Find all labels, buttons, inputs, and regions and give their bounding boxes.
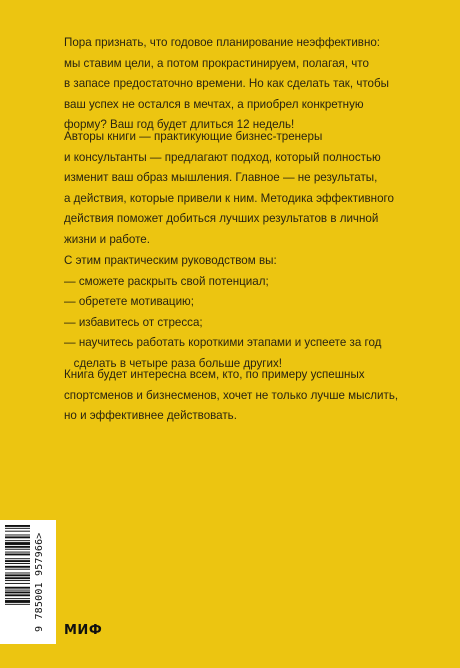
list-item: — обретете мотивацию; xyxy=(64,295,194,308)
list-item-continuation: сделать в четыре раза больше других! xyxy=(64,356,283,370)
barcode-bar xyxy=(5,536,30,538)
barcode-bar xyxy=(5,566,30,568)
paragraph-audience xyxy=(64,365,404,427)
list-intro: С этим практическим руководством вы: xyxy=(64,254,277,267)
barcode-bar xyxy=(5,587,30,589)
text-line: в запасе предостаточно времени. Но как сделать так, чтобы xyxy=(64,77,389,90)
barcode-bar xyxy=(5,540,30,541)
barcode-bar xyxy=(5,531,30,532)
text-line: мы ставим цели, а потом прокрастинируем, полагая, что xyxy=(64,56,369,70)
barcode-bar xyxy=(5,574,30,576)
barcode-bar xyxy=(5,560,30,562)
barcode-bar xyxy=(5,558,30,559)
text-line: но и эффективнее действовать. xyxy=(64,409,237,422)
barcode-bar xyxy=(5,546,30,548)
text-line: и консультанты — предлагают подход, который полностью xyxy=(64,150,381,164)
text-line: спортсменов и бизнесменов, хочет не только лучше мыслить, xyxy=(64,388,399,402)
paragraph-authors xyxy=(64,127,404,250)
isbn-text: 9 785001 957966 xyxy=(34,538,45,632)
paragraph-benefits-list xyxy=(64,251,404,374)
text-line: жизни и работе. xyxy=(64,232,150,246)
list-item: — избавитесь от стресса; xyxy=(64,315,203,329)
text-line: Авторы книги — практикующие бизнес-тренеры xyxy=(64,130,323,143)
text-line: Книга будет интересна всем, кто, по примеру успешных xyxy=(64,368,365,381)
isbn-arrow: > xyxy=(34,532,45,539)
barcode-bar xyxy=(5,554,30,556)
text-line: а действия, которые привели к ним. Методика эффективного xyxy=(64,191,394,205)
barcode-bar xyxy=(5,552,30,553)
barcode-bars xyxy=(0,520,34,644)
barcode-bar xyxy=(5,573,30,574)
isbn-number xyxy=(34,524,52,640)
barcode-bar xyxy=(5,600,30,603)
list-item: — сможете раскрыть свой потенциал; xyxy=(64,274,269,288)
barcode-bar xyxy=(5,528,30,529)
publisher-logo: МИФ xyxy=(64,623,103,638)
barcode-bar xyxy=(5,542,30,545)
barcode-bar xyxy=(5,580,30,581)
barcode-bar xyxy=(5,535,30,536)
barcode-bar xyxy=(5,583,30,584)
barcode xyxy=(0,520,56,644)
text-line: форму? Ваш год будет длиться 12 недель! xyxy=(64,118,295,131)
list-item: — научитесь работать короткими этапами и успеете за год xyxy=(64,336,382,349)
barcode-bar xyxy=(5,598,30,599)
text-line: ваш успех не остался в мечтах, а приобрел конкретную xyxy=(64,97,364,111)
barcode-bar xyxy=(5,569,30,570)
barcode-bar xyxy=(5,577,30,579)
barcode-bar xyxy=(5,590,30,591)
paragraph-intro xyxy=(64,33,404,136)
barcode-bar xyxy=(5,604,30,605)
text-line: изменит ваш образ мышления. Главное — не результаты, xyxy=(64,171,378,184)
barcode-bar xyxy=(5,594,30,596)
barcode-bar xyxy=(5,592,30,594)
barcode-bar xyxy=(5,549,30,550)
barcode-bar xyxy=(5,525,30,527)
barcode-bar xyxy=(5,563,30,564)
text-line: действия поможет добиться лучших результатов в личной xyxy=(64,212,379,225)
text-line: Пора признать, что годовое планирование неэффективно: xyxy=(64,36,381,49)
